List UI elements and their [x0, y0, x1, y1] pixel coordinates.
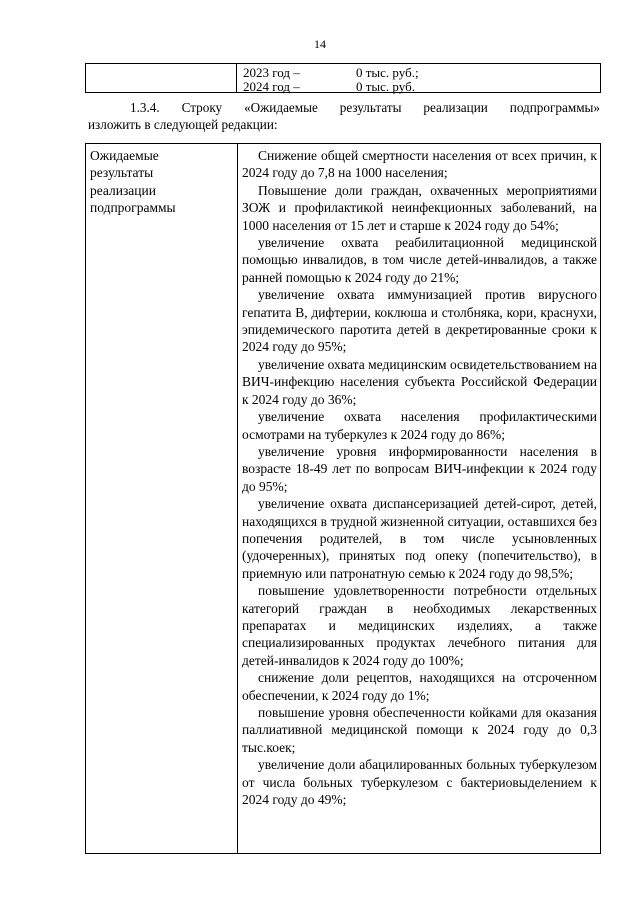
- financing-year: 2024 год –: [243, 79, 300, 94]
- row-header-line: результаты: [90, 165, 154, 181]
- row-header-cell: [90, 147, 230, 217]
- row-header-line: подпрограммы: [90, 200, 176, 216]
- result-item: Повышение доли граждан, охваченных мероприятиями ЗОЖ и профилактикой неинфекционных заболеваний, на 1000 населения от 15 лет и старше к 2024 году до 54%;: [242, 182, 597, 233]
- financing-amount: 0 тыс. руб.;: [356, 65, 419, 80]
- result-item: увеличение охвата иммунизацией против вирусного гепатита В, дифтерии, коклюша и столбняка, кори, краснухи, эпидемического паротита детей в декретированные сроки к 2024 году до 95%;: [242, 287, 597, 355]
- financing-amount: 0 тыс. руб.: [356, 79, 415, 94]
- financing-row-2024: [243, 79, 415, 94]
- expected-results-table: [85, 143, 601, 854]
- result-item: увеличение охвата реабилитационной медицинской помощью инвалидов, в том числе детей-инвалидов, а также ранней помощью к 2024 году до 21%;: [242, 235, 597, 285]
- result-item: увеличение охвата населения профилактическими осмотрами на туберкулез к 2024 году до 86%;: [242, 409, 597, 442]
- result-item: увеличение охвата диспансеризацией детей-сирот, детей, находящихся в трудной жизненной ситуации, оставшихся без попечения родителей, в том числе усыновленных (удочеренных), принятых под опеку (попечительство), в приемную или патронатную семью к 2024 году до 98,5%;: [242, 496, 597, 581]
- row-header-line: реализации: [90, 182, 156, 198]
- instruction-line-1: 1.3.4. Строку «Ожидаемые результаты реализации подпрограммы»: [130, 100, 600, 115]
- result-item: увеличение охвата медицинским освидетельствованием на ВИЧ-инфекцию населения субъекта Российской Федерации к 2024 году до 36%;: [242, 356, 597, 407]
- column-divider: [237, 144, 238, 853]
- result-item: повышение уровня обеспеченности койками для оказания паллиативной медицинской помощи к 2024 году до 0,3 тыс.коек;: [242, 705, 597, 755]
- result-item: повышение удовлетворенности потребности отдельных категорий граждан в необходимых лекарственных препаратах и медицинских изделиях, а также специализированных продуктах лечебного питания для детей-инвалидов к 2024 году до 100%;: [242, 583, 597, 668]
- result-item: Снижение общей смертности населения от всех причин, к 2024 году до 7,8 на 1000 населения;: [242, 148, 597, 181]
- result-item: увеличение доли абацилированных больных туберкулезом от числа больных туберкулезом с бактериовыделением к 2024 году до 49%;: [242, 757, 597, 808]
- row-header-line: Ожидаемые: [90, 148, 159, 163]
- financing-year: 2023 год –: [243, 65, 300, 80]
- instruction-line-2: изложить в следующей редакции:: [88, 117, 278, 132]
- column-divider: [236, 64, 237, 92]
- financing-table-fragment: [85, 63, 601, 93]
- expected-results-cell: [242, 147, 597, 808]
- amendment-instruction: [88, 99, 600, 133]
- result-item: увеличение уровня информированности населения в возрасте 18-49 лет по вопросам ВИЧ-инфекции к 2024 году до 95%;: [242, 443, 597, 494]
- result-item: снижение доли рецептов, находящихся на отсроченном обеспечении, к 2024 году до 1%;: [242, 670, 597, 703]
- financing-row-2023: [243, 65, 419, 80]
- page-number: 14: [314, 37, 326, 51]
